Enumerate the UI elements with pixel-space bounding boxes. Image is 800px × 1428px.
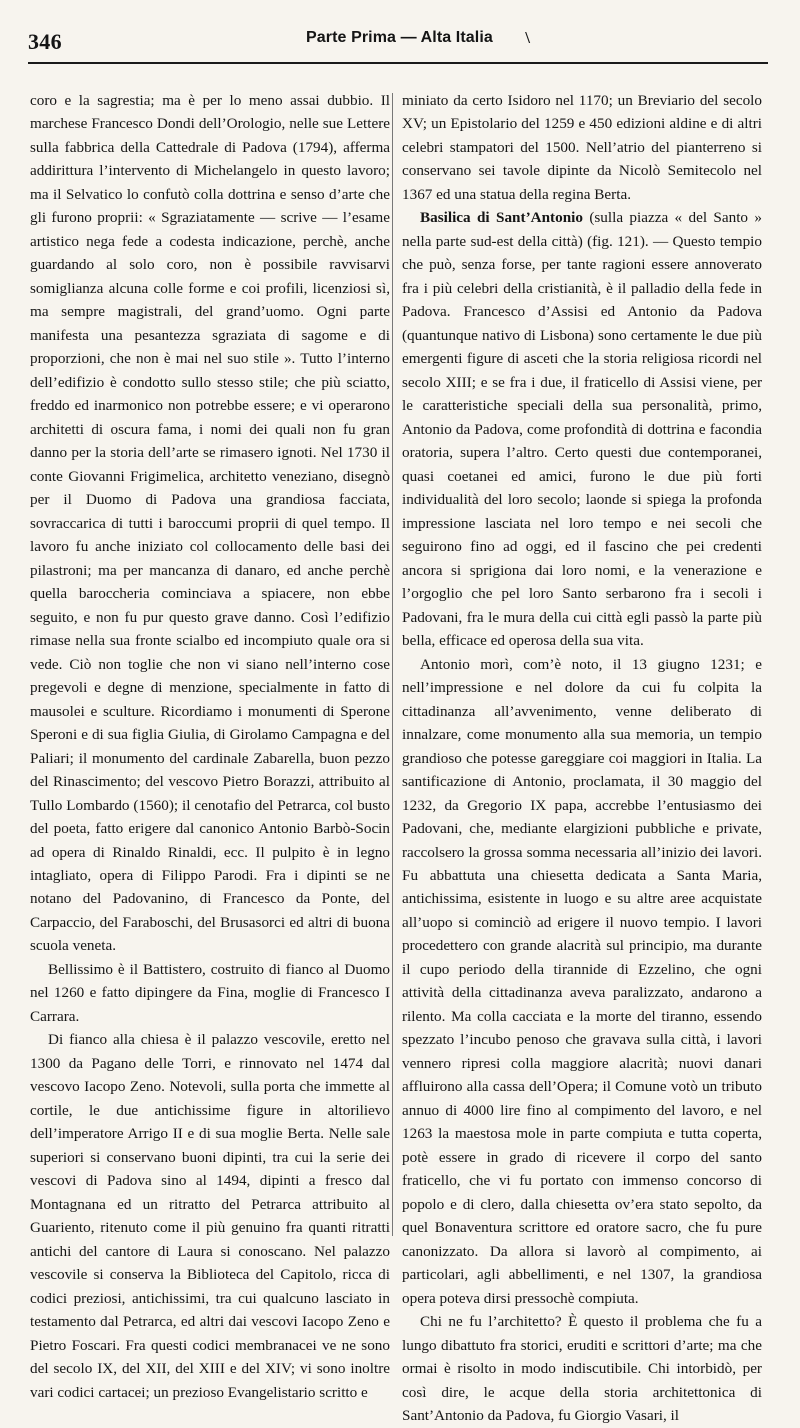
running-head: Parte Prima — Alta Italia [306,29,493,46]
page-number: 346 [28,29,62,54]
left-column [30,89,390,1401]
section-heading: Basilica di Sant’Antonio [420,209,583,227]
right-paragraph-1: miniato da certo Isidoro nel 1170; un Breviario del secolo XV; un Epistolario del 1259 e 450 edizioni aldine e di altri celebri stampatori del 1500. Nell’atrio del pianterreno si conservano sei tavole dipinte da Nicolò Semitecolo nel 1367 ed una statua della regina Berta. [402,92,762,203]
left-paragraph-1: coro e la sagrestia; ma è per lo meno assai dubbio. Il marchese Francesco Dondi dell’Orologio, nelle sue Lettere sulla fabbrica della Cattedrale di Padova (1794), afferma addirittura l’intervento di Michelangelo in questo lavoro; ma il Selvatico lo confutò colla dottrina e senso d’arte che gli furono proprii: « Sgraziatamente — scrive — l’esame artistico nega fede a codesta indicazione, perchè, anche guardando al solo coro, non è possibile ravvisarvi somiglianza alcuna colle forme e coi profili, licenziosi sì, ma sempre magistrali, del grand’uomo. Ogni parte manifesta una pesantezza sgraziata di sagome e di proporzioni, che non è mai nel suo stile ». Tutto l’interno dell’edifizio è condotto sullo stesso stile; che più sciatto, freddo ed inarmonico non potrebbe essere; e vi operarono architetti di oscura fama, i nomi dei quali non fu gran danno per la storia dell’arte se rimasero ignoti. Nel 1730 il conte Giovanni Frigimelica, architetto veneziano, disegnò per il Duomo di Padova una grandiosa facciata, sovraccarica di tutti i baroccumi proprii di quel tempo. Il lavoro fu anche iniziato col collocamento delle basi dei pilastroni; ma per mancanza di danaro, ed anche perchè quella baroccheria cominciava a spiacere, non ebbe seguito, e non fu pur questo grave danno. Così l’edifizio rimase nella sua fronte scialbo ed incompiuto quale ora si vede. Ciò non toglie che non vi siano nell’interno cose pregevoli e degne di menzione, specialmente in fatto di mausolei e sculture. Ricordiamo i monumenti di Sperone Speroni e di sua figlia Giulia, di Girolamo Campagna e del Paliari; il monumento del cardinale Zabarella, buon pezzo del Rinascimento; del vescovo Pietro Borazzi, attribuito al Tullo Lombardo (1560); il cenotafio del Petrarca, col busto del poeta, fatto erigere dal canonico Antonio Barbò-Socin ad opera di Rinaldo Rinaldi, ecc. Il pulpito è in legno intagliato, opera di Filippo Parodi. Fra i dipinti se ne notano del Padovanino, di Francesco da Ponte, del Carpaccio, del Faraboschi, del Brusasorci ed altri di buona scuola veneta. [30,92,390,955]
header-rule [28,62,768,64]
column-separator [392,93,393,1236]
two-column-text [30,89,768,1425]
right-paragraph-3: Antonio morì, com’è noto, il 13 giugno 1231; e nell’impressione e nel dolore da cui fu colpita la cittadinanza all’avvenimento, venne deliberato di innalzare, come monumento alla sua memoria, un tempio grandioso che potesse gareggiare coi maggiori in Italia. La santificazione di Antonio, proclamata, il 30 maggio del 1232, da Gregorio IX papa, accrebbe l’entusiasmo dei Padovani, che, mediante elargizioni pubbliche e private, raccolsero la grossa somma necessaria all’inizio dei lavori. Fu abbattuta una chiesetta dedicata a Santa Maria, antichissima, esistente in luogo e su altre aree acquistate all’uopo si cominciò ad erigere il nuovo tempio. I lavori procedettero con grande alacrità sul principio, ma durante il cupo periodo della tirannide di Ezzelino, che ogni attività della cittadinanza aveva paralizzato, andarono a rilento. Ma colla cacciata e la morte del tiranno, essendo spezzato l’incubo penoso che gravava sulla città, i lavori vennero ripresi colla maggiore alacrità; nuovi danari affluirono alla cassa dell’Opera; il Comune votò un tributo annuo di 4000 lire fino al compimento del lavoro, e nel 1263 la maestosa mole in parte compiuta e tutta coperta, potè essere in grado di ricevere il corpo del santo fraticello, che vi fu portato con immenso concorso di popolo e di clero, dalla chiesetta ov’era stato sepolto, da quel Bonaventura scrittore ed oratore sacro, che fu pure canonizzato. Da allora si lavorò al compimento, ai particolari, agli abbellimenti, e nel 1307, la grandiosa opera poteva dirsi pressochè compiuta. [402,655,762,1307]
header-mark: \ [525,28,530,47]
section-body: (sulla piazza « del Santo » nella parte sud-est della città) (fig. 121). — Questo tempio che può, senza forse, per tante ragioni essere annoverato fra i più celebri della cristianità, è il palladio della fede in Padova. Francesco d’Assisi ed Antonio da Padova (quantunque nativo di Lisbona) sono certamente le due più emergenti figure di asceti che la storia religiosa ricordi nel secolo XIII; e se fra i due, il fraticello di Assisi viene, per le caratteristiche speciali della sua personalità, primo, Antonio da Padova, come profondità di dottrina e facondia oratoria, supera l’altro. Certo questi due contemporanei, quasi coetanei ed amici, furono le due più forti individualità del loro secolo; laonde si spiega la profonda impressione lasciata nel loro tempo e nei secoli che seguirono fino ad oggi, ed il fascino che pei credenti ancora si sprigiona dai loro nomi, e la venerazione e l’orgoglio che pel loro Santo serbarono fra i secoli i Padovani, fra le mura della cui città egli passò la parte più bella, efficace ed operosa della sua vita. [402,209,762,650]
page-header [28,20,768,70]
right-column [402,89,762,1425]
left-paragraph-3: Di fianco alla chiesa è il palazzo vescovile, eretto nel 1300 da Pagano delle Torri, e rinnovato nel 1474 dal vescovo Iacopo Zeno. Notevoli, sulla porta che immette al cortile, le due antichissime figure in altorilievo dell’imperatore Arrigo II e di sua moglie Berta. Nelle sale superiori si conservano buoni dipinti, tra cui la serie dei vescovi di Padova sino al 1494, dipinti a fresco dal Montagnana ed un ritratto del Petrarca attribuito al Guariento, ritenuto come il più genuino fra quanti ritratti antichi del cantore di Laura si conoscano. Nel palazzo vescovile si conserva la Biblioteca del Capitolo, ricca di codici preziosi, antichissimi, tra cui qualcuno lasciato in testamento dal Petrarca, ed altri dai vescovi Iacopo Zeno e Pietro Foscari. Fra questi codici membranacei ve ne sono del secolo IX, del XII, del XIII e del XIV; vi sono inoltre vari codici cartacei; un prezioso Evangelistario scritto e [30,1031,390,1401]
left-paragraph-2: Bellissimo è il Battistero, costruito di fianco al Duomo nel 1260 e fatto dipingere da Fina, moglie di Francesco I Carrara. [30,960,390,1025]
right-paragraph-4: Chi ne fu l’architetto? È questo il problema che fu a lungo dibattuto fra storici, eruditi e scrittori d’arte; ma che ormai è risolto in modo indiscutibile. Chi intorbidò, per così dire, le acque della storia architettonica di Sant’Antonio da Padova, fu Giorgio Vasari, il [402,1313,762,1425]
right-paragraph-2 [402,206,762,652]
